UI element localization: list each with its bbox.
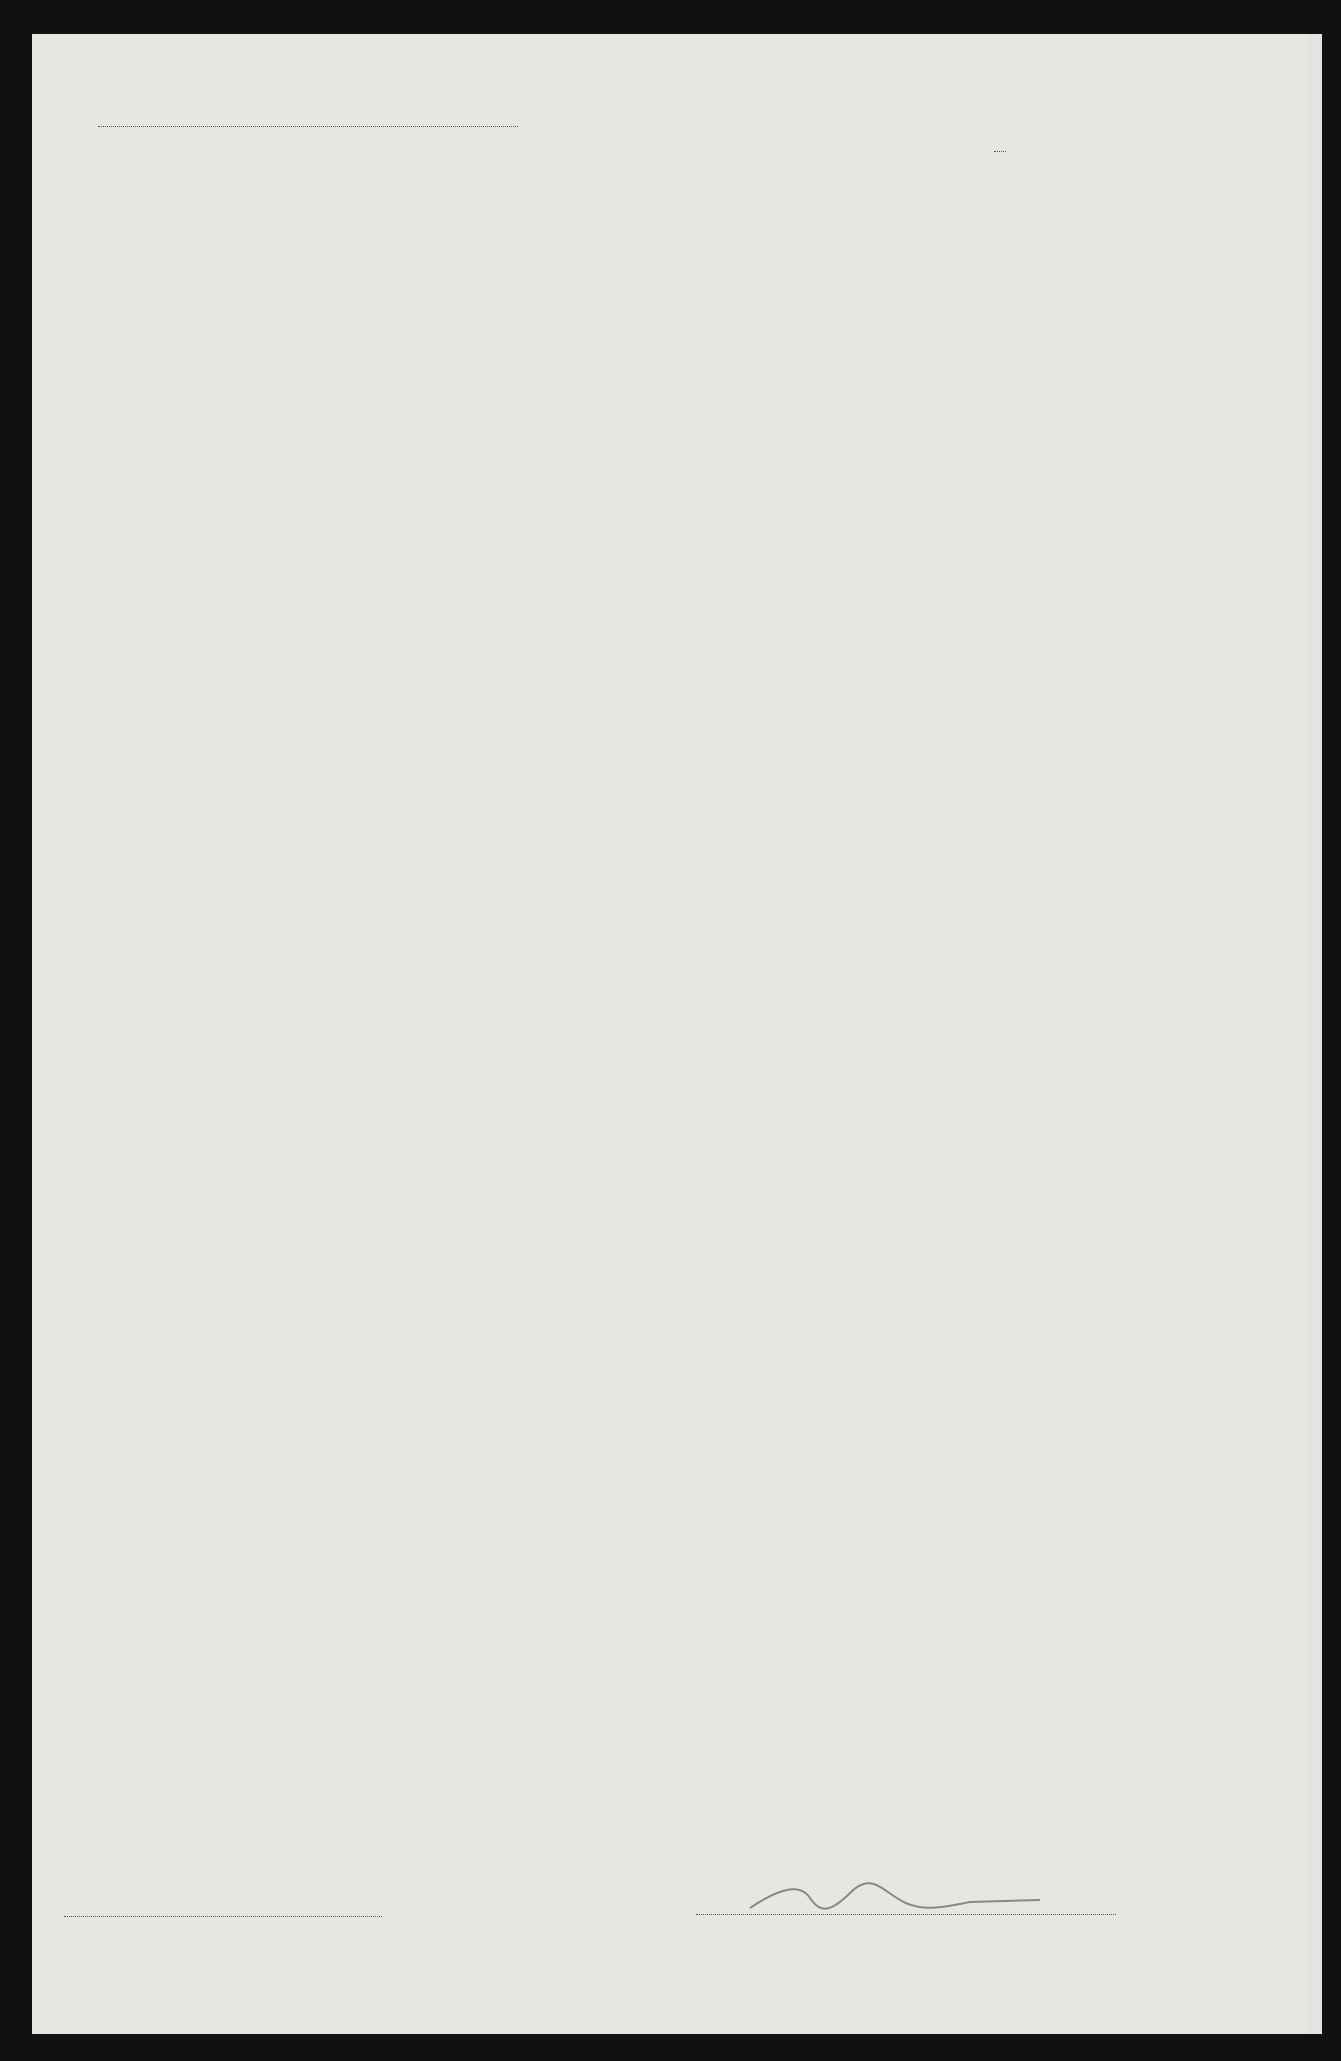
despatch-line bbox=[64, 1916, 382, 1917]
commander-signature bbox=[740, 1878, 1070, 1918]
signature-line bbox=[696, 1914, 1116, 1915]
